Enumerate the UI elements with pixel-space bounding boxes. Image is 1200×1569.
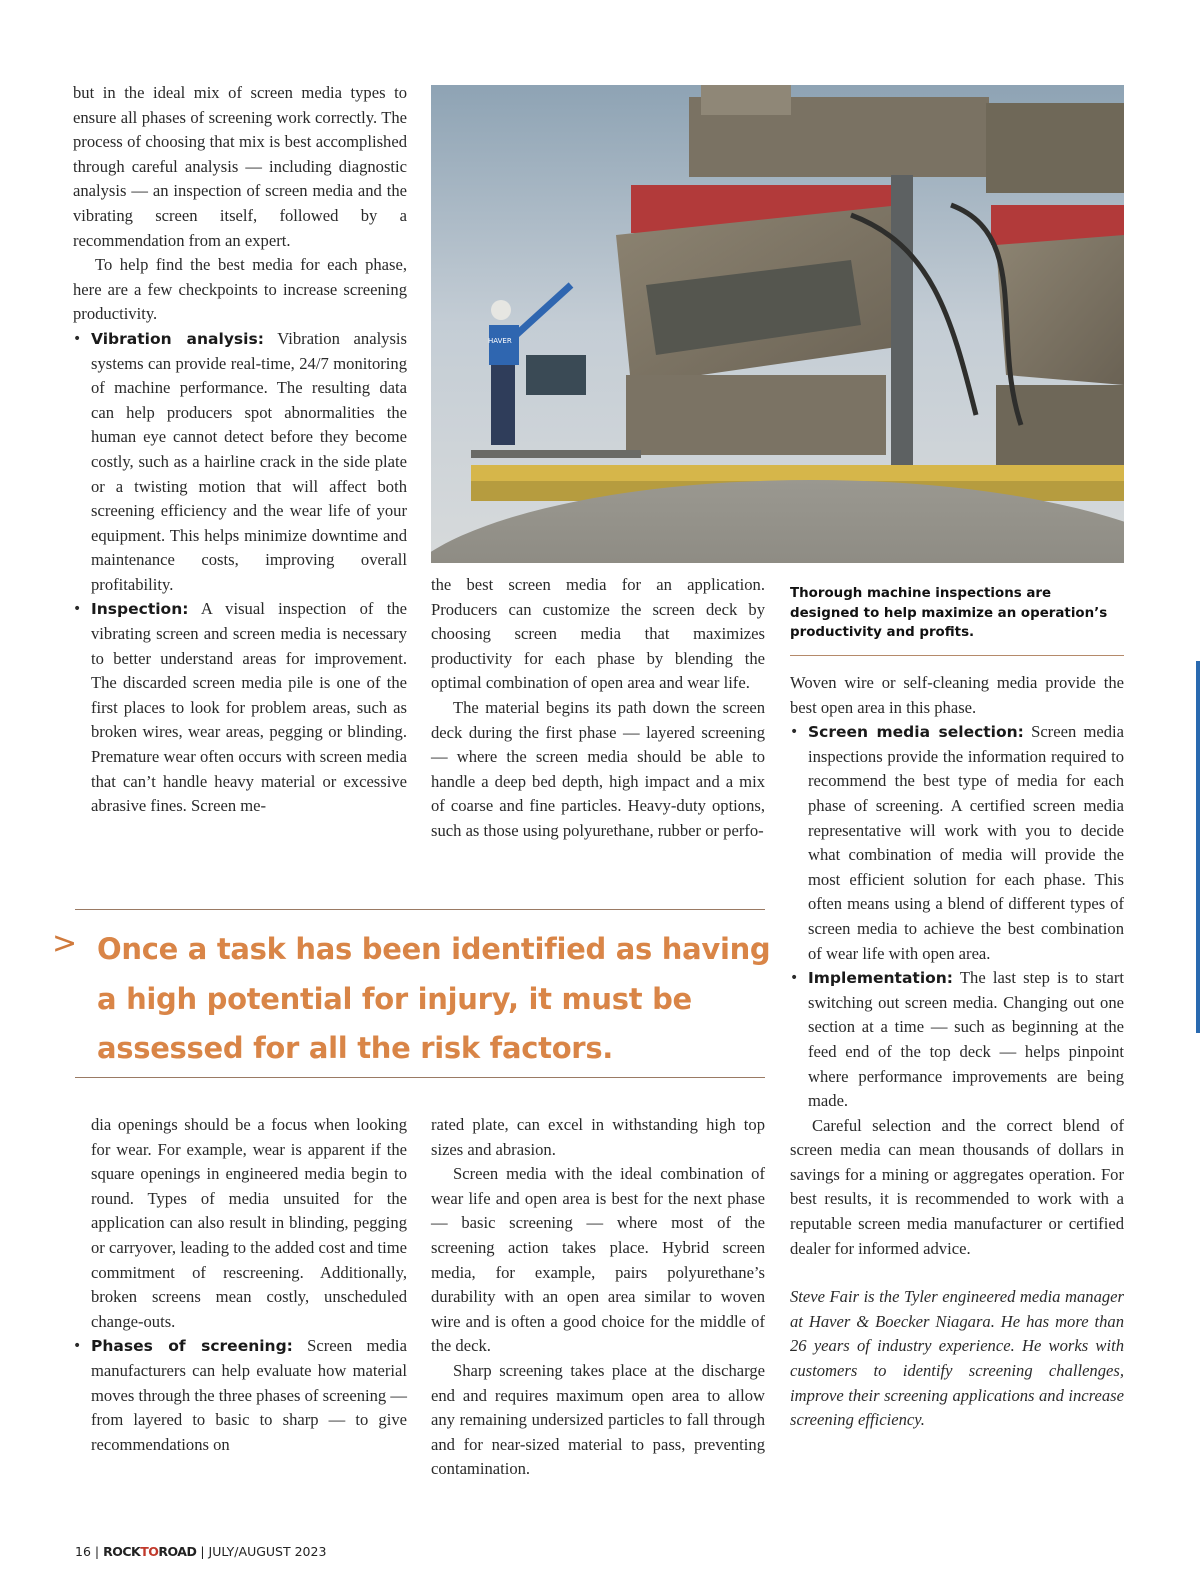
side-accent-bar xyxy=(1196,661,1200,1033)
bullet-dot: • xyxy=(790,970,799,987)
paragraph: To help find the best media for each phase, here are a few checkpoints to increase screening productivity. xyxy=(73,255,407,324)
paragraph: but in the ideal mix of screen media types to ensure all phases of screening work correctly. The process of choosing that mix is best accomplished through careful analysis — including diagnostic analysis — an inspection of screen media and the vibrating screen itself, followed by a recommendation from an expert. xyxy=(73,83,407,250)
paragraph: Careful selection and the correct blend of screen media can mean thousands of dollars in savings for a mining or aggregates operation. For best results, it is recommended to work with a reputable screen media manufacturer or certified dealer for informed advice. xyxy=(790,1115,1124,1258)
bullet-label: Screen media selection: xyxy=(808,723,1024,742)
article-photo xyxy=(431,85,1124,563)
bullet-label: Phases of screening: xyxy=(91,1337,293,1356)
bullet-text: Screen media manufacturers can help evaluate how material moves through the three phases of screening — from layered to basic to sharp — to give recommendations on xyxy=(91,1336,407,1454)
bullet-dot: • xyxy=(790,724,799,741)
logo-part: ROCK xyxy=(103,1544,141,1559)
paragraph: rated plate, can excel in withstanding high top sizes and abrasion. xyxy=(431,1115,765,1159)
bullet-dot: • xyxy=(73,330,82,347)
author-bio: Steve Fair is the Tyler engineered media manager at Haver & Boecker Niagara. He has more than 26 years of industry experience. He works with customers to identify screening challenges, improve their screening applications and increase screening efficiency. xyxy=(790,1287,1124,1430)
screening-plant-photo xyxy=(431,85,1124,563)
column-2-top xyxy=(431,573,765,844)
paragraph: Woven wire or self-cleaning media provide the best open area in this phase. xyxy=(790,673,1124,717)
logo-part: ROAD xyxy=(158,1544,197,1559)
pull-quote-bottom-rule xyxy=(75,1077,765,1078)
bullet-dot: • xyxy=(73,1338,82,1355)
pull-quote-top-rule xyxy=(75,909,765,910)
bullet-text: Screen media inspections provide the information required to recommend the best type of media for each phase of screening. A certified screen media representative will work with you to decide what combination of media will provide the most efficient solution for each phase. This often means using a blend of different types of screen media to achieve the best combination of wear life with open area. xyxy=(808,722,1124,963)
page-footer xyxy=(75,1544,326,1559)
paragraph: Sharp screening takes place at the discharge end and requires maximum open area to allow any remaining undersized particles to fall through and for near-sized material to pass, preventing contamination. xyxy=(431,1360,765,1479)
paragraph: Screen media with the ideal combination of wear life and open area is best for the next phase — basic screening — where most of the screening action takes place. Hybrid screen media, for example, pairs polyurethane’s durability with an open area similar to woven wire and is often a good choice for the middle of the deck. xyxy=(431,1164,765,1356)
page-number: 16 xyxy=(75,1544,91,1559)
paragraph: dia openings should be a focus when looking for wear. For example, wear is apparent if the square openings in engineered media begin to round. Types of media unsuited for the application can also result in blinding, pegging or carryover, leading to the added cost and time commitment of rescreening. Additionally, broken screens mean costly, unscheduled change-outs. xyxy=(91,1115,407,1331)
pull-quote: Once a task has been identified as having a high potential for injury, it must be assessed for all the risk factors. xyxy=(97,932,771,1065)
separator: | xyxy=(200,1544,205,1559)
bullet-text: Vibration analysis systems can provide real-time, 24/7 monitoring of machine performance. The resulting data can help producers spot abnormalities the human eye cannot detect before they become costly, such as a hairline crack in the side plate or a twisting motion that will affect both screening efficiency and the wear life of your equipment. This helps minimize downtime and maintenance costs, improving overall profitability. xyxy=(91,328,408,594)
bullet-label: Inspection: xyxy=(91,600,189,619)
logo-part: TO xyxy=(140,1544,159,1559)
paragraph: The material begins its path down the screen deck during the first phase — layered screening — where the screen media should be able to handle a deep bed depth, high impact and a mix of coarse and fine particles. Heavy-duty options, such as those using polyurethane, rubber or perfo- xyxy=(431,697,765,840)
bullet-implementation xyxy=(790,966,1124,1114)
column-2-bottom xyxy=(431,1113,765,1482)
photo-caption: Thorough machine inspections are designed to help maximize an operation’s productivity and profits. xyxy=(790,586,1108,640)
bullet-screen-media-selection xyxy=(790,720,1124,966)
bullet-vibration-analysis xyxy=(73,327,407,598)
column-1-top xyxy=(73,81,407,819)
bullet-phases-of-screening xyxy=(73,1334,407,1457)
paragraph: the best screen media for an application. Producers can customize the screen deck by choosing screen media that maximizes productivity for each phase by blending the optimal combination of open area and wear life. xyxy=(431,575,765,693)
caption-divider xyxy=(790,655,1124,656)
chevron-icon: > xyxy=(52,926,78,961)
bullet-dot: • xyxy=(73,601,82,618)
column-3 xyxy=(790,671,1124,1433)
issue-date: JULY/AUGUST 2023 xyxy=(208,1544,327,1559)
bullet-text: A visual inspection of the vibrating screen and screen media is necessary to better understand areas for improvement. The discarded screen media pile is one of the first places to look for problem areas, such as broken wires, wear areas, pegging or blinding. Premature wear often occurs with screen media that can’t handle heavy material or excessive abrasive fines. Screen me- xyxy=(91,599,407,816)
separator: | xyxy=(94,1544,100,1559)
bullet-text: The last step is to start switching out screen media. Changing out one section at a time — such as beginning at the feed end of the top deck — helps pinpoint where performance improvements are being made. xyxy=(808,968,1124,1111)
bullet-label: Vibration analysis: xyxy=(91,329,264,348)
magazine-logo xyxy=(103,1544,196,1559)
bullet-inspection xyxy=(73,597,407,818)
bullet-label: Implementation: xyxy=(808,969,954,988)
vest-logo: HAVER xyxy=(488,337,512,345)
column-1-bottom xyxy=(73,1113,407,1457)
